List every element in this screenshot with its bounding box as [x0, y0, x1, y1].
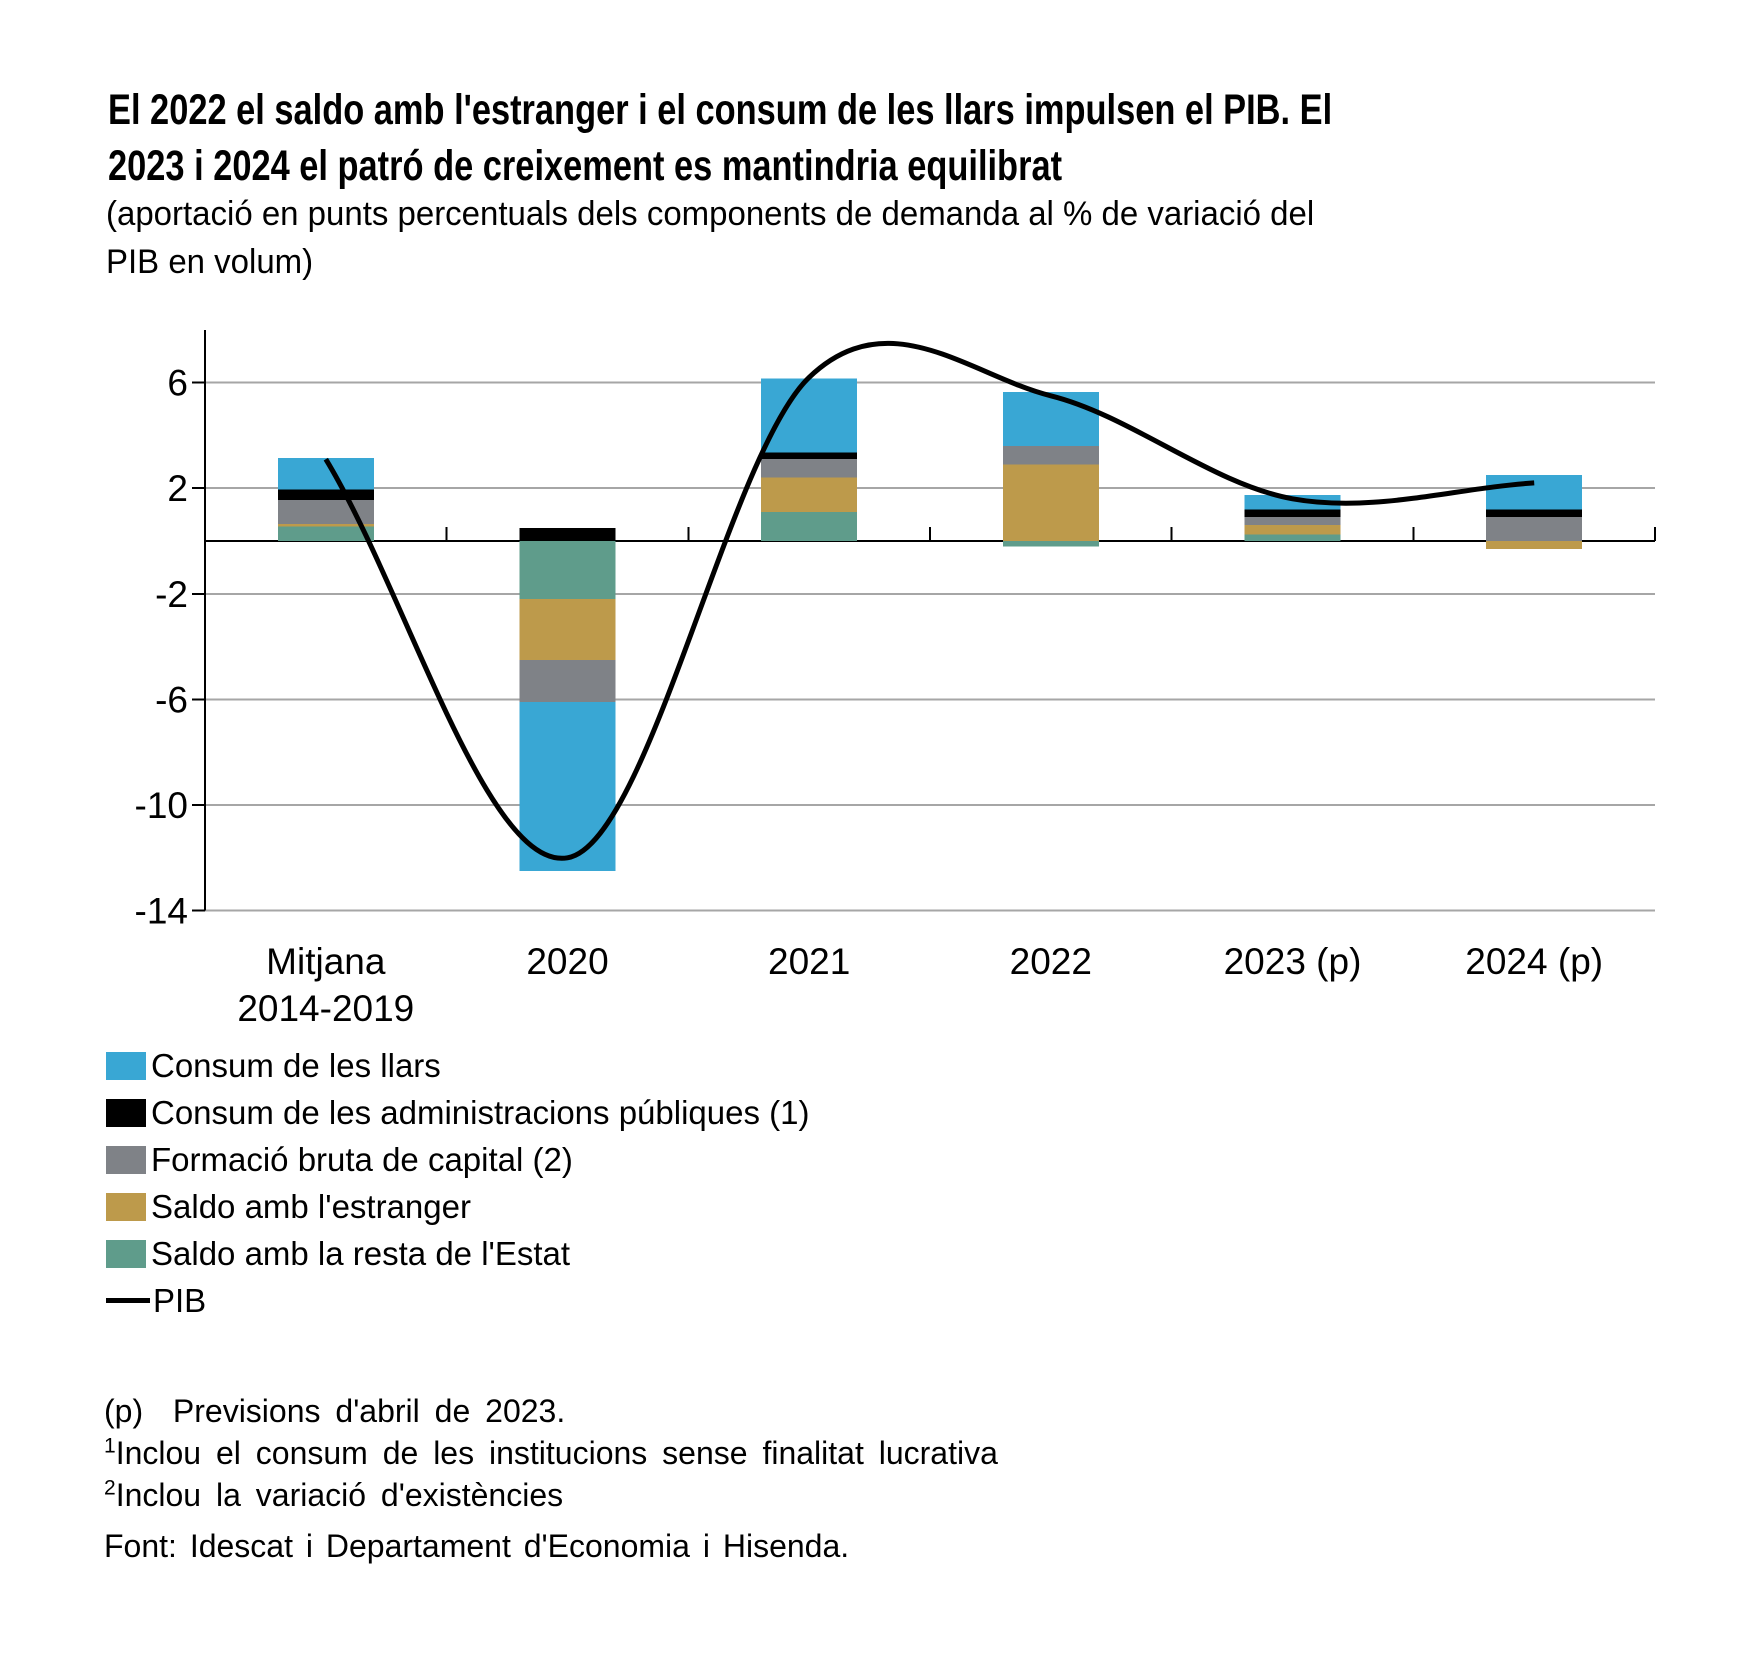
legend-swatch-formacio-capital-icon [106, 1146, 146, 1174]
bar-segment [1003, 446, 1099, 465]
chart-title [108, 82, 1638, 194]
legend-label-pib: PIB [153, 1281, 207, 1319]
legend-swatch-consum-administracions-icon [106, 1099, 146, 1127]
legend-swatch-saldo-estat-icon [106, 1240, 146, 1268]
footnote-previsions: (p) Previsions d'abril de 2023. [104, 1393, 566, 1429]
legend-item-saldo-estat [106, 1230, 810, 1277]
x-category-label: Mitjana [266, 941, 386, 982]
bar-segment [761, 478, 857, 512]
y-tick-label: -10 [134, 785, 188, 826]
y-tick-label: -14 [134, 890, 188, 932]
chart-legend [106, 1042, 810, 1324]
y-tick-label: 2 [167, 468, 188, 510]
bar-segment [1486, 475, 1582, 509]
x-category-label: 2021 [768, 941, 851, 982]
pib-line [326, 343, 1534, 858]
legend-label-formacio-capital: Formació bruta de capital (2) [151, 1140, 573, 1178]
x-category-label: 2024 (p) [1465, 941, 1604, 982]
bar-segment [520, 599, 616, 660]
bar-segment [520, 528, 616, 541]
bar-segment [1003, 541, 1099, 546]
footnote-2-text: Inclou la variació d'existències [115, 1477, 564, 1513]
y-tick-label: 6 [167, 362, 188, 404]
chart-title-line2: 2023 i 2024 el patró de creixement es mantindria equilibrat [108, 142, 1063, 190]
chart-subtitle [106, 190, 1352, 286]
x-category-label: 2020 [526, 941, 609, 982]
x-category-label: 2023 (p) [1223, 941, 1362, 982]
legend-swatch-pib-line-icon [106, 1298, 150, 1303]
footnote-2 [104, 1474, 998, 1516]
legend-item-formacio-capital [106, 1136, 810, 1183]
bar-segment [1486, 509, 1582, 517]
bar-segment [1003, 464, 1099, 541]
source-note: Font: Idescat i Departament d'Economia i Hisenda. [104, 1528, 850, 1564]
legend-item-saldo-estranger [106, 1183, 810, 1230]
x-category-label: 2014-2019 [237, 988, 415, 1029]
bar-segment [1245, 534, 1341, 541]
chart-subtitle-line1: (aportació en punts percentuals dels components de demanda al % de variació del [106, 195, 1315, 233]
legend-label-saldo-estranger: Saldo amb l'estranger [151, 1187, 471, 1225]
footnote-1-text: Inclou el consum de les institucions sense finalitat lucrativa [115, 1435, 998, 1471]
chart-subtitle-line2: PIB en volum) [106, 243, 314, 281]
bar-segment [761, 459, 857, 478]
bar-segment [520, 660, 616, 702]
bar-segment [1245, 525, 1341, 534]
bar-segment [1486, 517, 1582, 541]
legend-item-consum-administracions [106, 1089, 810, 1136]
bar-segment [761, 453, 857, 460]
legend-item-pib [106, 1277, 810, 1324]
footnote-1 [104, 1432, 998, 1474]
bar-segment [278, 527, 374, 542]
legend-item-consum-llars [106, 1042, 810, 1089]
bar-segment [1245, 517, 1341, 525]
bar-segment [278, 490, 374, 501]
bar-segment [761, 512, 857, 541]
y-tick-label: -6 [155, 679, 188, 721]
x-category-label: 2022 [1009, 941, 1092, 982]
chart-title-line1: El 2022 el saldo amb l'estranger i el consum de les llars impulsen el PIB. El [108, 86, 1333, 134]
footnote-2-sup: 2 [104, 1476, 116, 1500]
bar-segment [1245, 509, 1341, 517]
bar-segment [761, 379, 857, 453]
legend-swatch-saldo-estranger-icon [106, 1193, 146, 1221]
legend-label-consum-administracions: Consum de les administracions públiques (1) [151, 1093, 810, 1131]
y-tick-label: -2 [155, 573, 188, 615]
legend-swatch-consum-llars-icon [106, 1052, 146, 1080]
bar-segment [520, 541, 616, 599]
bar-segment [1003, 392, 1099, 446]
legend-label-saldo-estat: Saldo amb la resta de l'Estat [151, 1234, 571, 1272]
chart-footnotes [104, 1390, 998, 1516]
bar-segment [1486, 541, 1582, 549]
footnote-1-sup: 1 [104, 1434, 116, 1458]
legend-label-consum-llars: Consum de les llars [151, 1046, 441, 1084]
